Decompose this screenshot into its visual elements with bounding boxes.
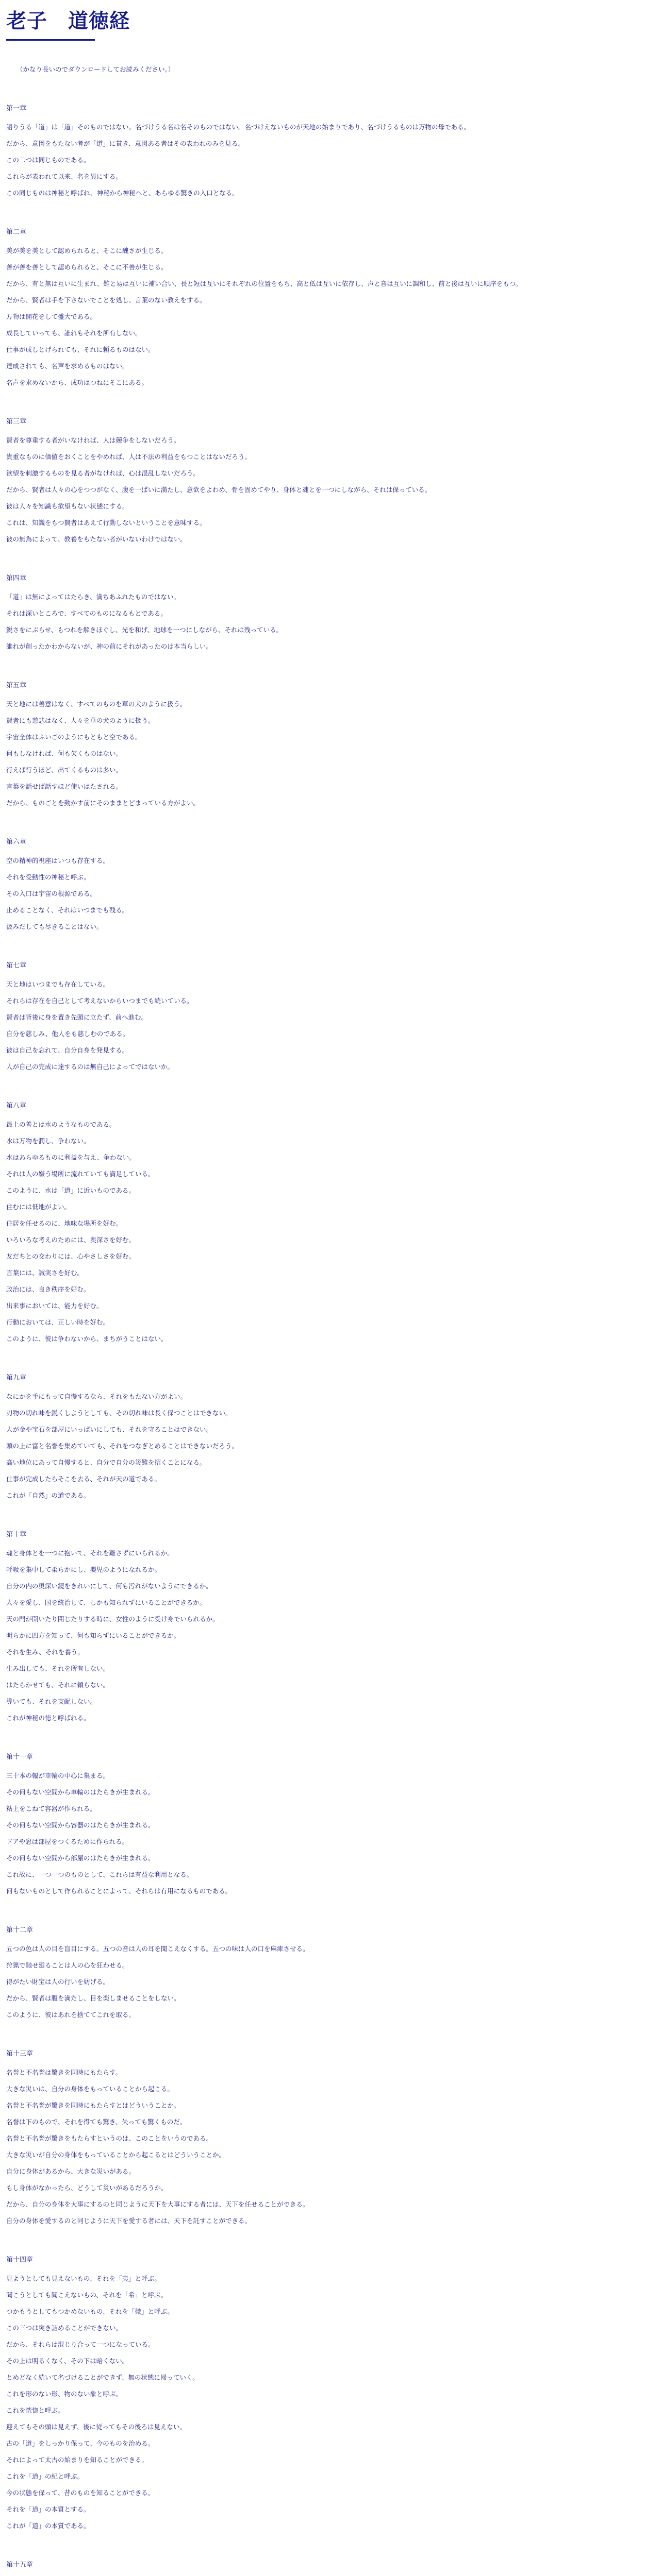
chapter-line: 最上の善とは水のようなものである。 [6,1121,116,1128]
chapter-line: 住居を任せるのに、地味な場所を好む。 [6,1219,123,1227]
chapter-section [6,416,652,544]
chapter-line: 行動においては、正しい時を好む。 [6,1318,110,1326]
chapter-section [6,1100,652,1343]
chapter-title: 第十五章 [6,2561,34,2569]
chapter-title: 第八章 [6,1102,27,1110]
chapter-line: それによって太古の始まりを知ることができる。 [6,2456,148,2464]
chapter-line: 人々を愛し、国を統治して、しかも知られずにいることができるか。 [6,1599,206,1606]
chapter-line: 行えば行うほど、出てくるものは多い。 [6,766,123,774]
chapter-line: その何もない空間から車輪のはたらきが生まれる。 [6,1788,155,1796]
chapter-line: それを「道」の本質とする。 [6,2505,90,2513]
chapter-section [6,2559,652,2576]
chapter-line: 「道」は無によってはたらき、満ちあふれたものではない。 [6,593,180,601]
chapter-line: 得がたい財宝は人の行いを妨げる。 [6,1978,110,1986]
chapter-line: このように、彼は争わないから、まちがうことはない。 [6,1335,168,1343]
chapter-line: これ故に、一つ一つのものとして、これらは有益な利用となる。 [6,1871,193,1878]
chapter-line: それは深いところで、すべてのものになるもとである。 [6,609,167,617]
chapter-line: 水は万物を潤し、争わない。 [6,1137,90,1145]
chapter-title: 第十章 [6,1531,27,1538]
chapter-line: 高い地位にあって自慢すると、自分で自分の災難を招くことになる。 [6,1459,206,1466]
chapter-line: この二つは同じものである。 [6,156,90,164]
chapter-title: 第四章 [6,574,27,582]
chapter-line: だから、自分の身体を大事にするのと同じように天下を大事にする者には、天下を任せることができる。 [6,2200,309,2208]
chapter-line: 天と地には善意はなく、すべてのものを草の犬のように扱う。 [6,700,187,708]
chapter-line: 名誉は下のもので、それを得ても驚き、失っても驚くものだ。 [6,2118,187,2126]
chapter-line: 仕事が完成したらそこを去る、それが天の道である。 [6,1475,161,1483]
chapter-line: 美が美を美として認められると、そこに醜さが生じる。 [6,247,168,255]
chapter-line: いろいろな考えのためには、奥深さを好む。 [6,1236,136,1244]
chapter-line: 友だちとの交わりには、心やさしさを好む。 [6,1252,136,1260]
chapter-line: 名誉と不名誉は驚きを同時にもたらす。 [6,2069,122,2076]
chapter-section [6,226,652,387]
chapter-line: 宇宙全体はふいごのようにもともと空である。 [6,733,142,741]
chapter-line: これが「自然」の道である。 [6,1492,90,1499]
chapter-line: 賢者にも慈悲はなく、人々を草の犬のように扱う。 [6,717,155,724]
chapter-line: 天と地はいつまでも存在している。 [6,980,110,988]
chapter-line: 頭の上に富と名誉を集めていても、それをつなぎとめることはできないだろう。 [6,1442,239,1450]
chapter-line: これを形のない形、物のない象と呼ぶ。 [6,2390,123,2398]
chapter-section [6,1924,652,2019]
chapter-line: 大きな災いは、自分の身体をもっていることから起こる。 [6,2085,174,2093]
download-note: （かなり長いのでダウンロードしてお読みください。） [16,65,175,73]
chapter-title: 第三章 [6,418,27,426]
chapter-title: 第六章 [6,838,27,846]
chapter-line: それらは存在を自己として考えないからいつまでも続いている。 [6,997,193,1005]
chapter-line: このように、水は「道」に近いものである。 [6,1187,136,1194]
chapter-line: 政治には、良き秩序を好む。 [6,1285,90,1293]
chapter-line: 賢者は背後に身を置き先頭に立たず、前へ進む。 [6,1013,148,1021]
chapter-line: その入口は宇宙の根源である。 [6,890,97,897]
chapter-line: 人が金や宝石を部屋にいっぱいにしても、それを守ることはできない。 [6,1426,213,1433]
chapter-line: 聞こうとしても聞こえないもの、それを「希」と呼ぶ。 [6,2291,168,2299]
chapter-line: 今の状態を保って、昔のものを知ることができる。 [6,2489,155,2497]
chapter-line: 何もしなければ、何も欠くものはない。 [6,750,123,757]
chapter-line: これらが表われて以来、名を異にする。 [6,173,123,180]
chapter-title: 第十一章 [6,1753,34,1761]
chapter-title: 第一章 [6,105,27,112]
chapter-line: 粘土をこねて容器が作られる。 [6,1805,96,1812]
chapter-line: これを「道」の紀と呼ぶ。 [6,2472,84,2480]
chapter-line: これが神秘の徳と呼ばれる。 [6,1714,90,1722]
chapter-line: 明らかに四方を知って、何も知らずにいることができるか。 [6,1632,180,1639]
chapter-line: 賢者を尊重する者がいなければ、人は競争をしないだろう。 [6,436,180,444]
chapter-line: 言葉を話せば話すほど使いはたされる。 [6,783,123,790]
chapter-line: だから、賢者は腹を満たし、目を楽しませることをしない。 [6,1994,180,2002]
chapter-section [6,2254,652,2530]
chapter-line: 見ようとしても見えないもの、それを「夷」と呼ぶ。 [6,2275,161,2282]
chapter-line: 彼は自己を忘れて、自分自身を発見する。 [6,1046,129,1054]
chapter-line: 彼の無為によって、教養をもたない者がいないわけではない。 [6,535,187,543]
chapter-title: 第九章 [6,1374,27,1382]
chapter-line: 水はあらゆるものに利益を与え、争わない。 [6,1154,136,1161]
chapter-line: 自分に身体があるから、大きな災いがある。 [6,2167,136,2175]
chapter-line: この同じものは神秘と呼ばれ、神秘から神秘へと、あらゆる驚きの入口となる。 [6,189,239,197]
chapter-line: なにかを手にもって自慢するなら、それをもたない方がよい。 [6,1393,187,1400]
chapter-title: 第十三章 [6,2050,34,2058]
chapter-title: 第十二章 [6,1926,34,1934]
chapter-section [6,103,652,197]
chapter-title: 第二章 [6,228,27,236]
chapter-line: 天の門が開いたり閉じたりする時に、女性のように受け身でいられるか。 [6,1615,219,1623]
chapter-line: だから、意図をもたない者が「道」に貫き、意図ある者はその表われのみを見る。 [6,140,245,147]
chapter-line: 名声を求めないから、成功はつねにそこにある。 [6,379,148,386]
chapter-line: 五つの色は人の目を盲目にする。五つの音は人の耳を聞こえなくする。五つの味は人の口を麻痺させる。 [6,1945,309,1953]
chapter-line: だから、賢者は人々の心をつつがなく、腹を一ぱいに満たし、意欲をよわめ、骨を固めてやり、身体と魂とを一つにしながら、それは保っている。 [6,486,432,494]
chapter-section [6,2048,652,2225]
chapter-line: 大きな災いが自分の身体をもっていることから起こるとはどういうことか。 [6,2151,226,2159]
chapter-line: 出来事においては、能力を好む。 [6,1302,103,1310]
chapter-line: 誰れが創ったかわからないが、神の前にそれがあったのは本当らしい。 [6,642,212,650]
chapter-line: それは人の嫌う場所に流れていても満足している。 [6,1170,155,1178]
chapter-line: 迎えてもその頭は見えず、後に従ってもその後ろは見えない。 [6,2423,187,2431]
chapter-line: このように、彼はあれを捨ててこれを取る。 [6,2011,136,2019]
chapter-line: 名誉と不名誉が驚きを同時にもたらすとはどういうことか。 [6,2102,180,2109]
chapter-line: 成長していっても、誰れもそれを所有しない。 [6,329,142,337]
chapter-list [6,103,652,2576]
chapter-line: だから、賢者は手を下さないでことを処し、言葉のない教えをする。 [6,296,206,304]
chapter-line: だから、それらは混じり合って一つになっている。 [6,2341,155,2348]
chapter-section [6,1529,652,1722]
chapter-line: 生み出しても、それを所有しない。 [6,1665,110,1672]
chapter-line: これは、知識をもつ賢者はあえて行動しないということを意味する。 [6,519,206,527]
chapter-line: 名誉と不名誉が驚きをもたらすというのは、このことをいうのである。 [6,2134,213,2142]
chapter-line: 仕事が成しとげられても、それに頼るものはない。 [6,346,155,353]
chapter-line: 刃物の切れ味を鋭くしようとしても、その切れ味は長く保つことはできない。 [6,1409,232,1417]
chapter-line: 万物は開花をして盛大である。 [6,313,97,320]
chapter-section [6,680,652,807]
chapter-line: 貴重なものに価値をおくことをやめれば、人は不法の利益をもつことはないだろう。 [6,453,252,461]
chapter-title: 第七章 [6,962,27,970]
chapter-section [6,836,652,931]
chapter-line: だから、ものごとを動かす前にそのままとどまっている方がよい。 [6,799,200,807]
chapter-line: 達成されても、名声を求めるものはない。 [6,362,129,370]
chapter-section [6,1372,652,1500]
chapter-line: それを受動性の神秘と呼ぶ。 [6,873,90,881]
chapter-title: 第十四章 [6,2256,34,2264]
page-title: 老子 道徳経 [6,5,95,41]
chapter-line: 彼は人々を知識も欲望もない状態にする。 [6,502,129,510]
chapter-line: 呼吸を集中して柔らかにし、嬰児のようになれるか。 [6,1566,161,1573]
chapter-line: 古の「道」をしっかり保って、今のものを治める。 [6,2439,155,2447]
chapter-line: つかもうとしてもつかめないもの、それを「微」と呼ぶ。 [6,2308,174,2315]
chapter-line: 語りうる「道」は「道」そのものではない。名づけうる名は名そのものではない。名づけえないものが天地の始まりであり、名づけうるものは万物の母である。 [6,123,471,131]
chapter-line: それを生み、それを養う。 [6,1648,84,1656]
chapter-line: 三十本の輻が車輪の中心に集まる。 [6,1772,110,1780]
chapter-line: その上は明るくなく、その下は暗くない。 [6,2357,129,2365]
chapter-line: もし身体がなかったら、どうして災いがあるだろうか。 [6,2184,168,2192]
chapter-line: 人が自己の完成に達するのは無自己によってではないか。 [6,1063,174,1071]
chapter-line: 魂と身体とを一つに抱いて、それを離さずにいられるか。 [6,1549,174,1557]
chapter-line: だから、有と無は互いに生まれ、難と易は互いに補い合い、長と短は互いにそれぞれの位置をもち、高と低は互いに依存し、声と音は互いに調和し、前と後は互いに順序をもつ。 [6,280,522,287]
chapter-line: 自分の身体を愛するのと同じように天下を愛する者には、天下を託すことができる。 [6,2217,252,2225]
chapter-line: 何もないものとして作られることによって、それらは有用になるものである。 [6,1887,232,1895]
chapter-line: 導いても、それを支配しない。 [6,1698,97,1705]
chapter-line: ドアや窓は部屋をつくるために作られる。 [6,1838,129,1845]
chapter-section [6,960,652,1071]
chapter-line: とめどなく続いて名づけることができず、無の状態に帰っていく。 [6,2374,199,2381]
chapter-line: 住むには低地がよい。 [6,1203,71,1211]
chapter-line: 自分を慈しみ、他人をも慈しむのである。 [6,1030,129,1038]
chapter-line: 鋭さをにぶらせ、もつれを解きほぐし、光を和げ、地球を一つにしながら、それは残っている。 [6,626,283,634]
chapter-line: 狩猟で馳せ廻ることは人の心を狂わせる。 [6,1961,129,1969]
chapter-line: 言葉には、誠実さを好む。 [6,1269,84,1277]
chapter-line: その何もない空間から部屋のはたらきが生まれる。 [6,1854,155,1862]
chapter-line: 止めることなく、それはいつまでも残る。 [6,906,129,914]
chapter-line: 善が善を善として認められると、そこに不善が生じる。 [6,263,168,271]
chapter-line: はたらかせても、それに頼らない。 [6,1681,110,1689]
chapter-section [6,1751,652,1895]
chapter-line: その何もない空間から容器のはたらきが生まれる。 [6,1821,155,1829]
chapter-title: 第五章 [6,682,27,689]
chapter-line: 空の精神的視座はいつも存在する。 [6,857,110,865]
chapter-line: 欲望を刺激するものを見る者がなければ、心は混乱しないだろう。 [6,469,200,477]
chapter-line: これを恍惚と呼ぶ。 [6,2406,64,2414]
chapter-section [6,572,652,651]
chapter-line: 汲みだしても尽きることはない。 [6,923,103,930]
chapter-line: この三つは突き詰めることができない。 [6,2324,123,2332]
chapter-line: これが「道」の本質である。 [6,2522,90,2530]
chapter-line: 自分の内の奥深い鏡をきれいにして、何も汚れがないようにできるか。 [6,1582,212,1590]
